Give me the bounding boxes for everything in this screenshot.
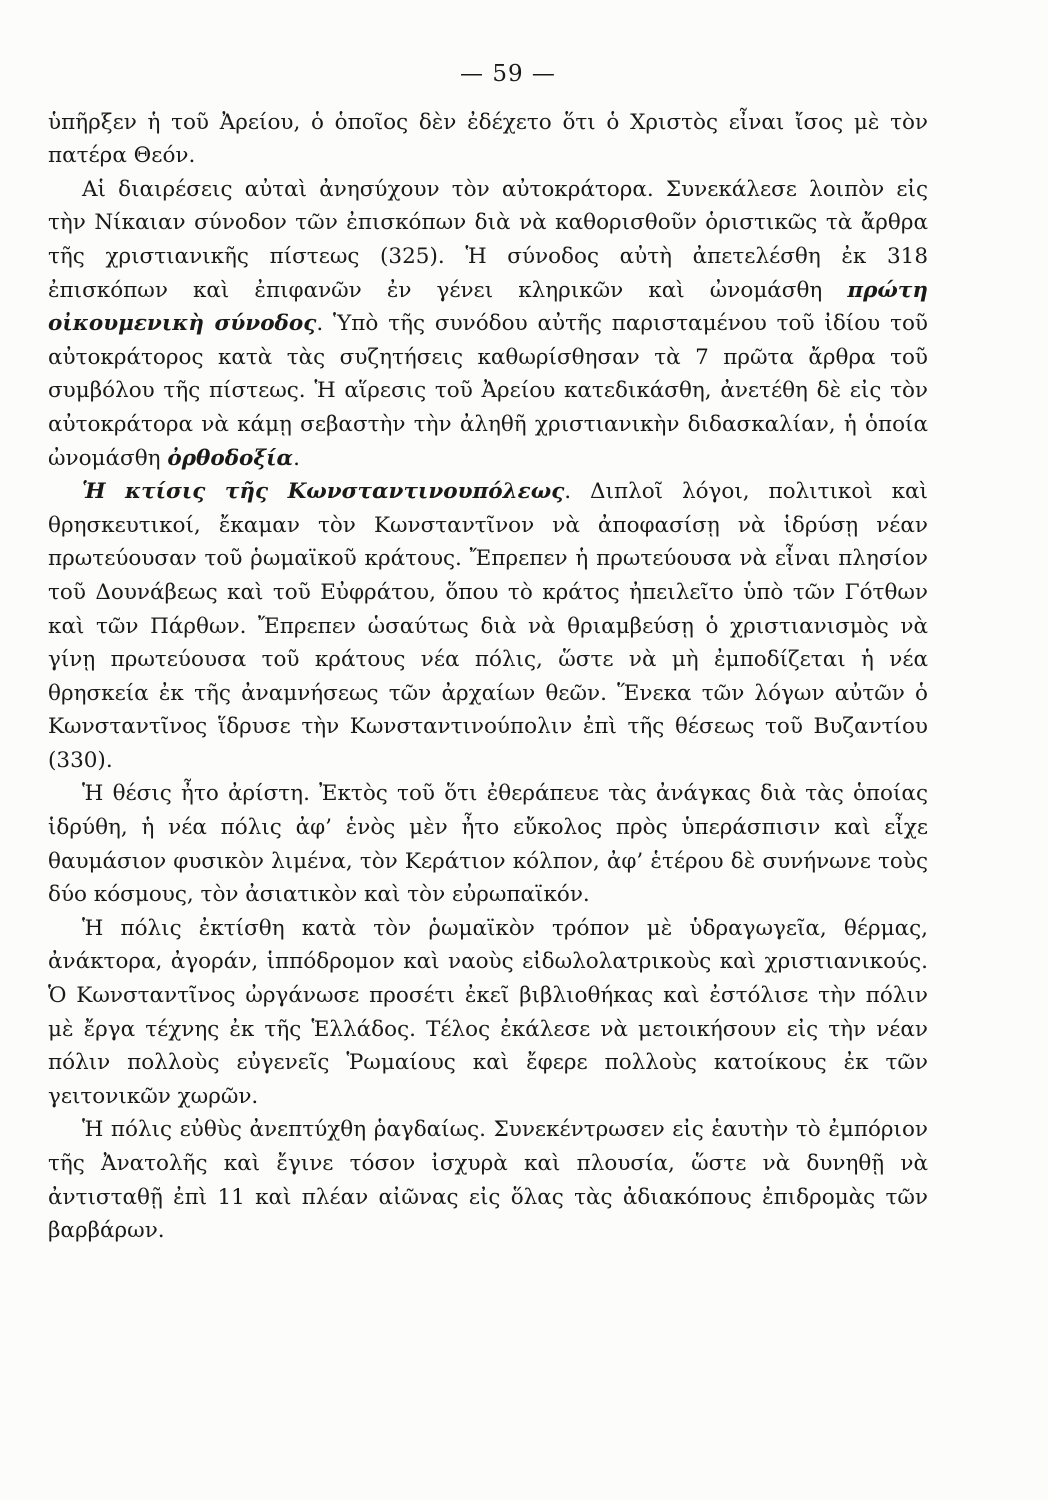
paragraph-6-text: Ἡ πόλις εὐθὺς ἀνεπτύχθη ῥαγδαίως. Συνεκέντρωσεν εἰς ἑαυτὴν τὸ ἐμπόριον τῆς Ἀνατολῆς καὶ ἔγινε τόσον ἰσχυρὰ καὶ πλουσία, ὥστε νὰ δυνηθῇ νὰ ἀντισταθῇ ἐπὶ 11 καὶ πλέαν αἰῶνας εἰς ὅλας τὰς ἀδιακόπους ἐπιδρομὰς τῶν βαρβάρων. [48, 1117, 928, 1244]
body-text [48, 106, 928, 1248]
paragraph-2-text-a: Αἱ διαιρέσεις αὐταὶ ἀνησύχουν τὸν αὐτοκράτορα. Συνεκάλεσε λοιπὸν εἰς τὴν Νίκαιαν σύνοδον τῶν ἐπισκόπων διὰ νὰ καθορισθοῦν ὁριστικῶς τὰ ἄρθρα τῆς χριστιανικῆς πίστεως (325). Ἡ σύνοδος αὐτὴ ἀπετελέσθη ἐκ 318 ἐπισκόπων καὶ ἐπιφανῶν ἐν γένει κληρικῶν καὶ ὠνομάσθη [48, 176, 928, 303]
paragraph-4-text: Ἡ θέσις ἦτο ἀρίστη. Ἐκτὸς τοῦ ὅτι ἐθεράπευε τὰς ἀνάγκας διὰ τὰς ὁποίας ἱδρύθη, ἡ νέα πόλις ἀφ’ ἑνὸς μὲν ἦτο εὔκολος πρὸς ὑπεράσπισιν καὶ εἶχε θαυμάσιον φυσικὸν λιμένα, τὸν Κεράτιον κόλπον, ἀφ’ ἑτέρου δὲ συνήνωνε τοὺς δύο κόσμους, τὸν ἀσιατικὸν καὶ τὸν εὐρωπαϊκόν. [48, 781, 928, 908]
section-heading-founding-constantinople: Ἡ κτίσις τῆς Κωνσταντινουπόλεως [82, 479, 565, 505]
paragraph-4 [48, 777, 928, 911]
paragraph-3 [48, 475, 928, 777]
paragraph-1-text: ὑπῆρξεν ἡ τοῦ Ἀρείου, ὁ ὁποῖος δὲν ἐδέχετο ὅτι ὁ Χριστὸς εἶναι ἴσος μὲ τὸν πατέρα Θεόν. [48, 109, 928, 169]
emphasis-first-ecumenical-council: πρώτη οἰκουμενικὴ σύνοδος [48, 277, 928, 337]
paragraph-3-text: . Διπλοῖ λόγοι, πολιτικοὶ καὶ θρησκευτικοί, ἔκαμαν τὸν Κωνσταντῖνον νὰ ἀποφασίσῃ νὰ ἱδρύσῃ νέαν πρωτεύουσαν τοῦ ῥωμαϊκοῦ κράτους. Ἔπρεπεν ἡ πρωτεύουσα νὰ εἶναι πλησίον τοῦ Δουνάβεως καὶ τοῦ Εὐφράτου, ὅπου τὸ κράτος ἠπειλεῖτο ὑπὸ τῶν Γότθων καὶ τῶν Πάρθων. Ἔπρεπεν ὡσαύτως διὰ νὰ θριαμβεύσῃ ὁ χριστιανισμὸς νὰ γίνῃ πρωτεύουσα τοῦ κράτους νέα πόλις, ὥστε νὰ μὴ ἐμποδίζεται ἡ νέα θρησκεία ἐκ τῆς ἀναμνήσεως τῶν ἀρχαίων θεῶν. Ἕνεκα τῶν λόγων αὐτῶν ὁ Κωνσταντῖνος ἵδρυσε τὴν Κωνσταντινούπολιν ἐπὶ τῆς θέσεως τοῦ Βυζαντίου (330). [48, 479, 928, 773]
paragraph-2-text-b: . Ὑπὸ τῆς συνόδου αὐτῆς παρισταμένου τοῦ ἰδίου τοῦ αὐτοκράτορος κατὰ τὰς συζητήσεις καθωρίσθησαν τὰ 7 πρῶτα ἄρθρα τοῦ συμβόλου τῆς πίστεως. Ἡ αἵρεσις τοῦ Ἀρείου κατεδικάσθη, ἀνετέθη δὲ εἰς τὸν αὐτοκράτορα νὰ κάμῃ σεβαστὴν τὴν ἀληθῆ χριστιανικὴν διδασκαλίαν, ἡ ὁποία ὠνομάσθη [48, 311, 928, 471]
paragraph-6 [48, 1113, 928, 1247]
paragraph-2 [48, 173, 928, 475]
page-number: — 59 — [460, 61, 556, 87]
paragraph-5-text: Ἡ πόλις ἐκτίσθη κατὰ τὸν ῥωμαϊκὸν τρόπον μὲ ὑδραγωγεῖα, θέρμας, ἀνάκτορα, ἀγοράν, ἱππόδρομον καὶ ναοὺς εἰδωλολατρικοὺς καὶ χριστιανικούς. Ὁ Κωνσταντῖνος ὠργάνωσε προσέτι ἐκεῖ βιβλιοθήκας καὶ ἐστόλισε τὴν πόλιν μὲ ἔργα τέχνης ἐκ τῆς Ἑλλάδος. Τέλος ἐκάλεσε νὰ μετοικήσουν εἰς τὴν νέαν πόλιν πολλοὺς εὐγενεῖς Ῥωμαίους καὶ ἔφερε πολλοὺς κατοίκους ἐκ τῶν γειτονικῶν χωρῶν. [48, 915, 928, 1109]
paragraph-5 [48, 912, 928, 1114]
paragraph-2-text-c: . [293, 445, 300, 471]
paragraph-1 [48, 106, 928, 173]
emphasis-orthodoxy: ὀρθοδοξία [167, 445, 294, 471]
